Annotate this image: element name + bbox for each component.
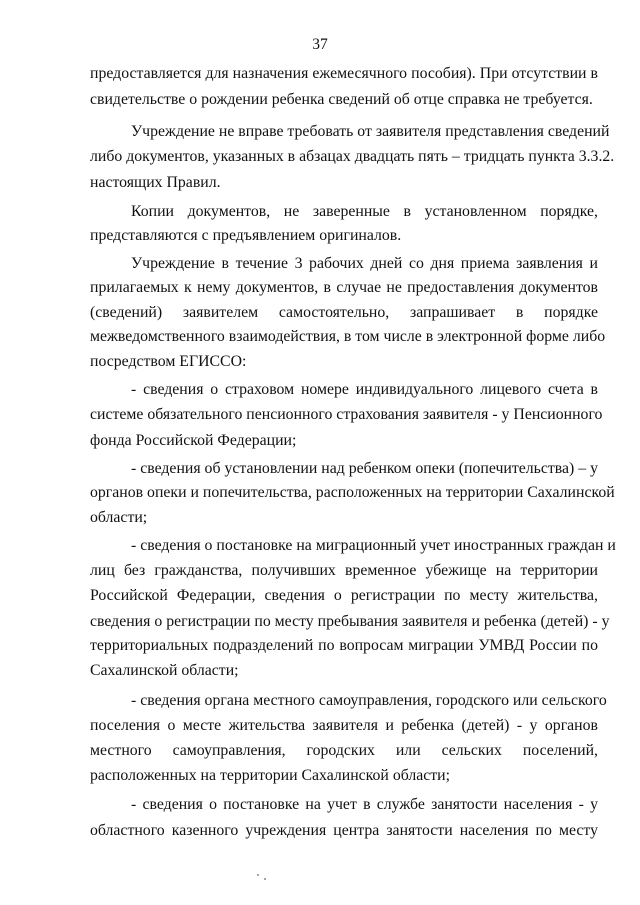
page-number: 37	[312, 36, 328, 53]
text-line: настоящих Правил.	[90, 174, 221, 191]
text-line: представляются с предъявлением оригиналов.	[90, 227, 402, 244]
text-line: прилагаемых к нему документов, в случае не предоставления документов	[90, 279, 598, 296]
text-line: системе обязательного пенсионного страхования заявителя - у Пенсионного	[90, 406, 603, 423]
text-line: межведомственного взаимодействия, в том числе в электронной форме либо	[90, 328, 606, 345]
text-line: - сведения о страховом номере индивидуального лицевого счета в	[131, 381, 598, 398]
text-line: сведения о регистрации по месту пребывания заявителя и ребенка (детей) - у	[90, 613, 610, 630]
text-line: Учреждение не вправе требовать от заявителя представления сведений	[131, 123, 610, 140]
text-line: Учреждение в течение 3 рабочих дней со дня приема заявления и	[131, 255, 598, 272]
text-line: фонда Российской Федерации;	[90, 432, 297, 449]
text-line: Сахалинской области;	[90, 662, 239, 679]
scan-artifact	[257, 874, 259, 876]
text-line: Копии документов, не заверенные в установленном порядке,	[131, 203, 598, 220]
text-line: области;	[90, 509, 148, 526]
text-line: областного казенного учреждения центра занятости населения по месту	[90, 822, 598, 839]
text-line: местного самоуправления, городских или сельских поселений,	[90, 742, 598, 759]
text-line: лиц без гражданства, получивших временное убежище на территории	[90, 562, 598, 579]
text-line: - сведения органа местного самоуправления, городского или сельского	[131, 692, 607, 709]
text-line: либо документов, указанных в абзацах двадцать пять – тридцать пункта 3.3.2.	[90, 148, 615, 165]
text-line: посредством ЕГИССО:	[90, 353, 247, 370]
text-line: - сведения о постановке на учет в службе занятости населения - у	[131, 796, 598, 813]
scan-artifact	[264, 878, 266, 880]
text-line: территориальных подразделений по вопросам миграции УМВД России по	[90, 637, 598, 654]
text-line: свидетельстве о рождении ребенка сведений об отце справка не требуется.	[90, 91, 593, 108]
text-line: органов опеки и попечительства, расположенных на территории Сахалинской	[90, 484, 615, 501]
text-line: - сведения о постановке на миграционный учет иностранных граждан и	[131, 537, 616, 554]
text-line: поселения о месте жительства заявителя и ребенка (детей) - у органов	[90, 717, 598, 734]
text-line: (сведений) заявителем самостоятельно, запрашивает в порядке	[90, 304, 598, 321]
text-line: расположенных на территории Сахалинской области;	[90, 767, 451, 784]
text-line: предоставляется для назначения ежемесячного пособия). При отсутствии в	[90, 65, 598, 82]
text-line: Российской Федерации, сведения о регистрации по месту жительства,	[90, 587, 598, 604]
text-line: - сведения об установлении над ребенком опеки (попечительства) – у	[131, 460, 599, 477]
